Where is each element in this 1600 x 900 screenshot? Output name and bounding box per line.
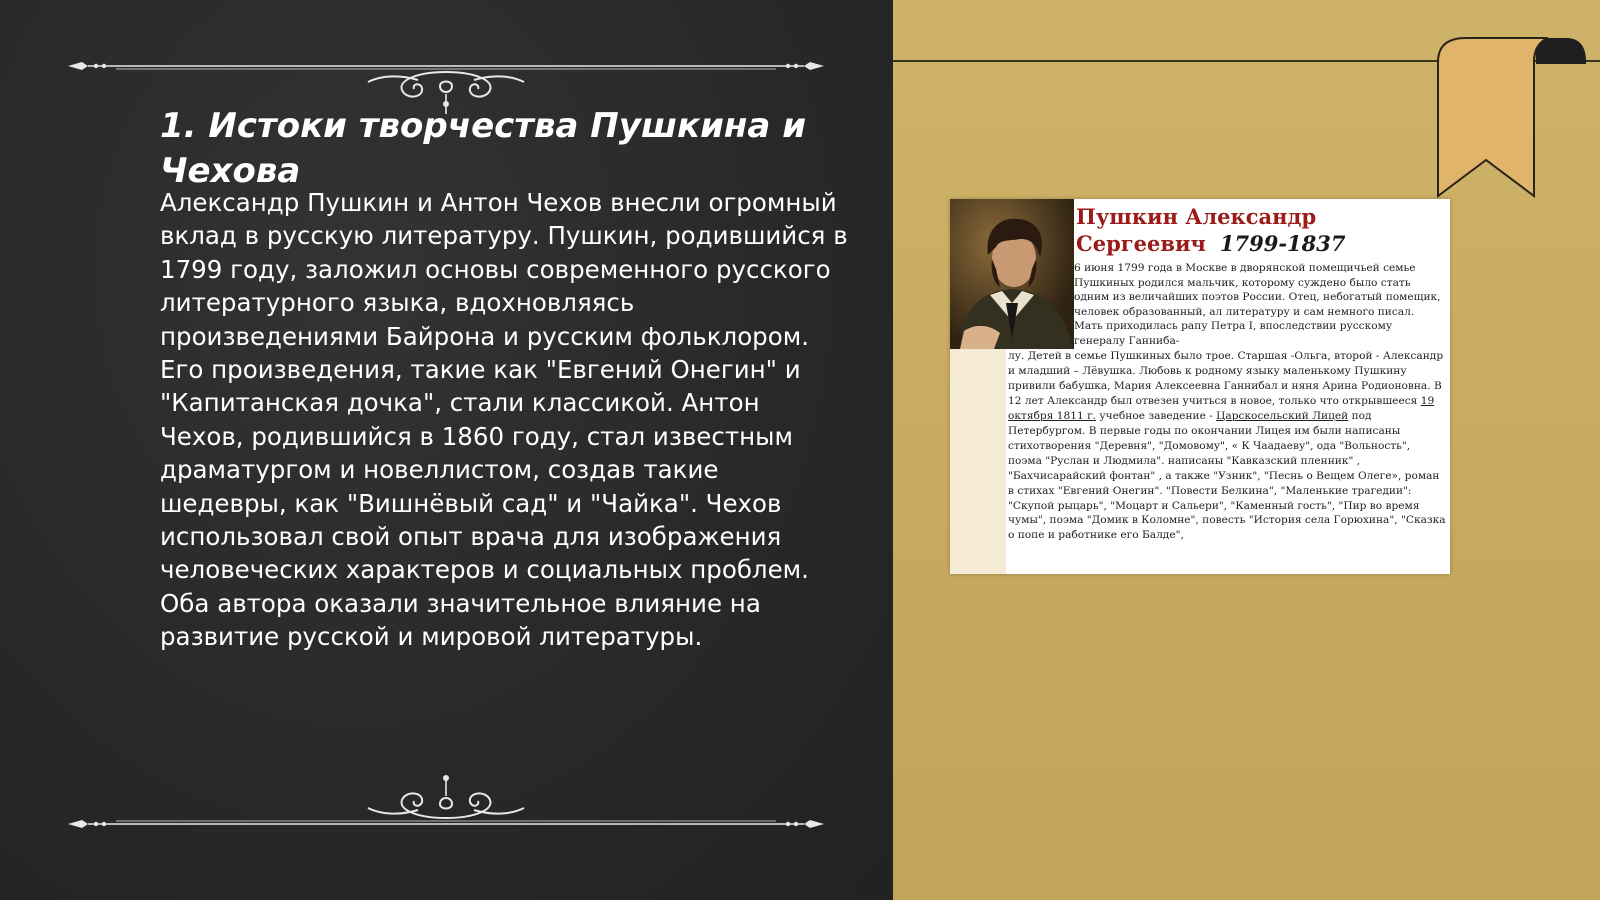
slide-body-text: Александр Пушкин и Антон Чехов внесли огромный вклад в русскую литературу. Пушкин, родившийся в 1799 году, заложил основы современного русского литературного языка, вдохновляясь произведениями Байрона и русским фольклором. Его произведения, такие как "Евгений Онегин" и "Капитанская дочка", стали классикой. Антон Чехов, родившийся в 1860 году, стал известным драматургом и новеллистом, создав такие шедевры, как "Вишнёвый сад" и "Чайка". Чехов использовал свой опыт врача для изображения человеческих характеров и социальных проблем. Оба автора оказали значительное влияние на развитие русской и мировой литературы. (160, 188, 848, 652)
card-text-part-3: под Петербургом. В первые годы по окончании Лицея им были написаны стихотворения "Деревня", "Домовому", « К Чаадаеву", ода "Вольность", поэма "Руслан и Людмила". написаны "Кавказский пленник" , "Бахчисарайский фонтан" , а также "Узник", "Песнь о Вещем Олеге», роман в стихах "Евгений Онегин". "Повести Белкина", "Маленькие трагедии": "Скупой рыцарь", "Моцарт и Сальери", "Каменный гость", "Пир во время чумы", поэма "Домик в Коломне", повесть "История села Горюхина", "Сказка о попе и работнике его Балде", (1008, 409, 1446, 542)
slide-title: 1. Истоки творчества Пушкина и Чехова (160, 106, 807, 191)
card-side-strip (950, 349, 1006, 574)
date-link[interactable]: 19 октября 1811 г. (1008, 394, 1435, 422)
portrait-image-icon (950, 199, 1074, 349)
bookmark-ribbon-icon (1436, 36, 1586, 200)
card-name-text: Пушкин Александр Сергеевич (1076, 204, 1317, 256)
lyceum-link[interactable]: Царскосельский Лицей (1216, 409, 1349, 422)
card-name (1076, 203, 1448, 257)
pushkin-info-card (950, 199, 1450, 574)
card-years: 1799-1837 (1219, 231, 1346, 256)
flourish-ornament-bottom-icon (68, 772, 824, 832)
card-text-intro: 6 июня 1799 года в Москве в дворянской помещичьей семье Пушкиных родился мальчик, которому суждено было стать одним из величайших поэтов России. Отец, небогатый помещик, человек образованный, ал литературу и сам немного писал. Мать приходилась рапу Петра I, впоследствии русскому генералу Ганниба- (1074, 262, 1441, 347)
card-text-part-2: учебное заведение - (1099, 409, 1213, 422)
card-text-main (1008, 349, 1446, 543)
card-text-part-1: лу. Детей в семье Пушкиных было трое. Старшая -Ольга, второй - Александр и младший – Лёвушка. Любовь к родному языку маленькому Пушкину привили бабушка, Мария Алексеевна Ганнибал и няня Арина Родионовна. В 12 лет Александр был отвезен учиться в новое, только что открывшееся (1008, 350, 1444, 407)
